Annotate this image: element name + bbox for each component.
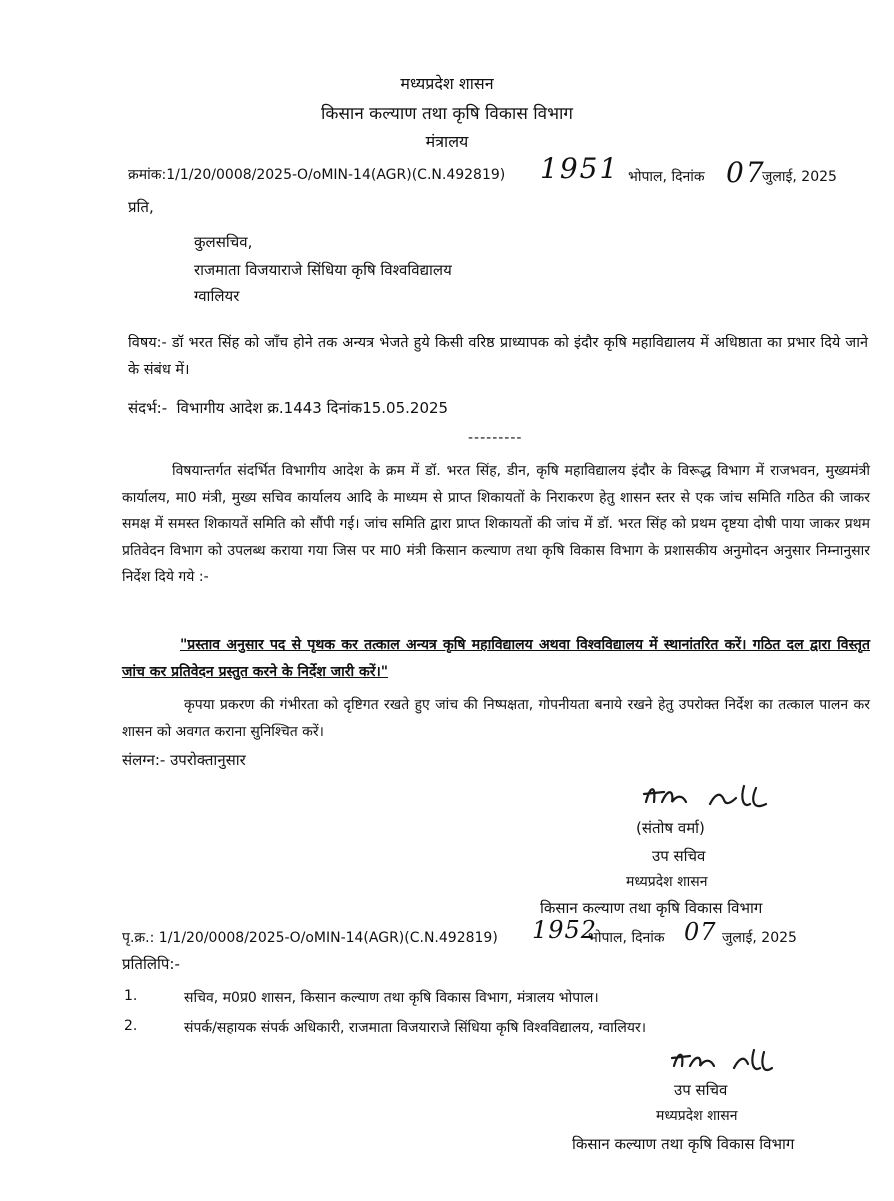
directive-quote — [122, 632, 870, 685]
order-number: 1/1/20/0008/2025-O/oMIN-14(AGR)(C.N.492819) — [166, 167, 506, 183]
directive-quote-text: "प्रस्ताव अनुसार पद से पृथक कर तत्काल अन्यत्र कृषि महाविद्यालय अथवा विश्वविद्यालय में स्थानांतरित करें। गठित दल द्वारा विस्तृत जांच कर प्रतिवेदन प्रस्तुत करने के निर्देश जारी करें।" — [122, 637, 870, 680]
order-place-label: भोपाल, दिनांक — [628, 169, 705, 185]
signatory2-designation: उप सचिव — [674, 1081, 728, 1099]
header-govt: मध्यप्रदेश शासन — [400, 74, 494, 93]
recipient-university: राजमाता विजयाराजे सिंधिया कृषि विश्वविद्यालय — [194, 261, 452, 279]
body-paragraph-1 — [122, 458, 870, 591]
enclosure: संलग्न:- उपरोक्तानुसार — [122, 751, 246, 769]
endorsement-number-handwritten: 1952 — [532, 916, 598, 944]
endorsement-number: 1/1/20/0008/2025-O/oMIN-14(AGR)(C.N.492819) — [158, 930, 498, 946]
recipient-prati: प्रति, — [128, 198, 154, 216]
copy-item-1-number: 1. — [124, 988, 138, 1004]
endorsement-place-label: भोपाल, दिनांक — [588, 930, 665, 946]
order-number-line — [128, 165, 505, 184]
signatory-office: मध्यप्रदेश शासन — [626, 874, 708, 890]
signature-2 — [668, 1044, 778, 1080]
order-date-rest: जुलाई, 2025 — [762, 169, 837, 185]
endorsement-date-rest: जुलाई, 2025 — [722, 930, 797, 946]
signatory2-department: किसान कल्याण तथा कृषि विकास विभाग — [572, 1135, 795, 1153]
order-date-handwritten: 07 — [726, 156, 766, 189]
recipient-city: ग्वालियर — [194, 287, 240, 305]
copy-item-1-text: सचिव, म0प्र0 शासन, किसान कल्याण तथा कृषि विकास विभाग, मंत्रालय भोपाल। — [184, 990, 599, 1006]
reference-text: विभागीय आदेश क्र.1443 दिनांक15.05.2025 — [176, 399, 449, 417]
endorsement-label: पृ.क्र.: — [122, 930, 155, 946]
copy-item-2-number: 2. — [124, 1018, 138, 1034]
signatory-department: किसान कल्याण तथा कृषि विकास विभाग — [540, 899, 763, 917]
signatory2-office: मध्यप्रदेश शासन — [656, 1108, 738, 1124]
header-mantralaya: मंत्रालय — [425, 132, 469, 151]
body-paragraph-2-text: कृपया प्रकरण की गंभीरता को दृष्टिगत रखते हुए जांच की निष्पक्षता, गोपनीयता बनाये रखने हेतु उपरोक्त निर्देश का तत्काल पालन कर शासन को अवगत कराना सुनिश्चित करें। — [122, 697, 870, 740]
header-department: किसान कल्याण तथा कृषि विकास विभाग — [320, 104, 573, 124]
order-number-handwritten: 1951 — [540, 152, 620, 185]
endorsement-number-line — [122, 928, 498, 947]
signatory-name: (संतोष वर्मा) — [636, 819, 705, 837]
signatory-designation: उप सचिव — [652, 847, 706, 865]
recipient-title: कुलसचिव, — [194, 233, 253, 251]
divider: --------- — [468, 430, 523, 446]
reference-label: संदर्भ:- — [128, 399, 168, 417]
body-paragraph-1-text: विषयान्तर्गत संदर्भित विभागीय आदेश के क्रम में डॉ. भरत सिंह, डीन, कृषि महाविद्यालय इंदौर के विरूद्ध विभाग में राजभवन, मुख्यमंत्री कार्यालय, मा0 मंत्री, मुख्य सचिव कार्यालय आदि के माध्यम से प्राप्त शिकायतों के निराकरण हेतु शासन स्तर से एक जांच समिति गठित की जाकर समक्ष में समस्त शिकायतें समिति को सौंपी गई। जांच समिति द्वारा प्राप्त शिकायतों की जांच में डॉ. भरत सिंह को प्रथम दृष्टया दोषी पाया जाकर प्रथम प्रतिवेदन विभाग को उपलब्ध कराया गया जिस पर मा0 मंत्री किसान कल्याण तथा कृषि विकास विभाग के प्रशासकीय अनुमोदन अनुसार निम्नानुसार निर्देश दिये गये :- — [122, 463, 870, 585]
copy-to-label: प्रतिलिपि:- — [122, 955, 180, 973]
body-paragraph-2 — [122, 692, 870, 745]
signature-1 — [640, 778, 780, 818]
subject-text: डॉ भरत सिंह को जाँच होने तक अन्यत्र भेजते हुये किसी वरिष्ठ प्राध्यापक को इंदौर कृषि महाविद्यालय में अधिष्ठाता का प्रभार दिये जाने के संबंध में। — [128, 335, 868, 378]
reference — [128, 398, 448, 418]
copy-item-2-text: संपर्क/सहायक संपर्क अधिकारी, राजमाता विजयाराजे सिंधिया कृषि विश्वविद्यालय, ग्वालियर। — [184, 1020, 647, 1036]
order-number-label: क्रमांक: — [128, 167, 167, 183]
subject — [128, 330, 868, 383]
endorsement-date-handwritten: 07 — [684, 918, 717, 946]
subject-label: विषय:- — [128, 335, 167, 351]
